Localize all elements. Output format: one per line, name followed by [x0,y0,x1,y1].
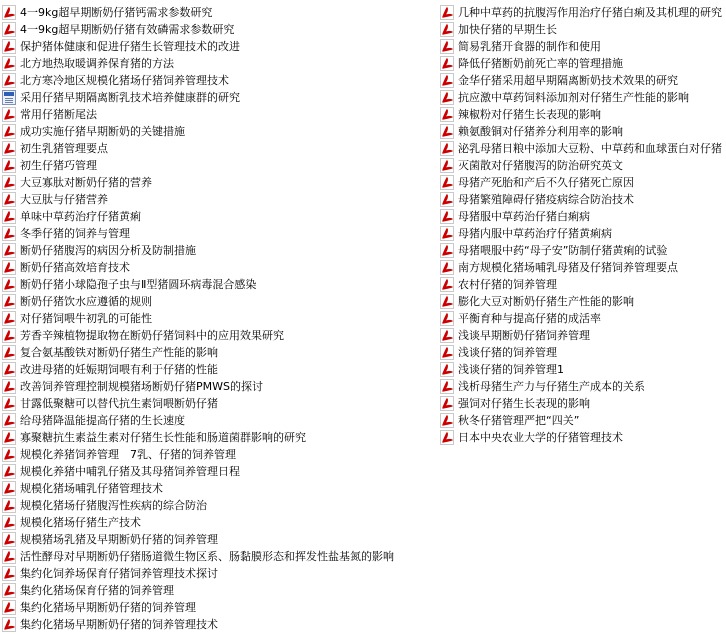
pdf-file-icon [2,566,16,581]
file-item[interactable] [2,21,438,38]
word-document-icon [2,90,16,105]
file-column-right [440,4,726,446]
pdf-file-icon [440,379,454,394]
file-item[interactable] [2,293,438,310]
pdf-file-icon [2,396,16,411]
file-item[interactable] [2,429,438,446]
file-name-label: 膨化大豆对断奶仔猪生产性能的影响 [458,295,634,308]
pdf-file-icon [440,362,454,377]
file-item[interactable] [2,208,438,225]
file-name-label: 断奶仔猪饮水应遵循的规则 [20,295,152,308]
pdf-file-icon [2,498,16,513]
pdf-file-icon [2,243,16,258]
file-item[interactable] [2,361,438,378]
file-name-label: 母猪喂服中药“母子安”防制仔猪黄痢的试验 [458,244,668,257]
file-item[interactable] [440,225,726,242]
file-name-label: 简易乳猪开食器的制作和使用 [458,40,601,53]
file-item[interactable] [440,157,726,174]
file-item[interactable] [440,140,726,157]
file-item[interactable] [2,344,438,361]
pdf-file-icon [2,294,16,309]
file-name-label: 农村仔猪的饲养管理 [458,278,557,291]
file-item[interactable] [2,497,438,514]
file-item[interactable] [2,4,438,21]
pdf-file-icon [2,413,16,428]
file-item[interactable] [2,191,438,208]
pdf-file-icon [2,5,16,20]
file-name-label: 采用仔猪早期隔离断乳技术培养健康群的研究 [20,91,240,104]
file-name-label: 南方规模化猪场哺乳母猪及仔猪饲养管理要点 [458,261,678,274]
pdf-file-icon [2,56,16,71]
file-name-label: 复合氨基酸铁对断奶仔猪生产性能的影响 [20,346,218,359]
file-name-label: 母猪繁殖障碍仔猪疫病综合防治技术 [458,193,634,206]
pdf-file-icon [440,175,454,190]
file-name-label: 规模化猪场仔猪腹泻性疾病的综合防治 [20,499,207,512]
file-item[interactable] [440,242,726,259]
file-item[interactable] [440,38,726,55]
pdf-file-icon [440,396,454,411]
file-name-label: 初生仔猪巧管理 [20,159,97,172]
file-name-label: 母猪产死胎和产后不久仔猪死亡原因 [458,176,634,189]
file-item[interactable] [2,72,438,89]
pdf-file-icon [2,617,16,632]
file-name-label: 母猪服中草药治仔猪白痢病 [458,210,590,223]
file-name-label: 对仔猪饲喂牛初乳的可能性 [20,312,152,325]
file-item[interactable] [2,599,438,616]
file-name-label: 大豆肽与仔猪营养 [20,193,108,206]
pdf-file-icon [440,328,454,343]
file-name-label: 规模化养猪中哺乳仔猪及其母猪饲养管理日程 [20,465,240,478]
pdf-file-icon [2,549,16,564]
pdf-file-icon [440,209,454,224]
file-name-label: 保护猪体健康和促进仔猪生长管理技术的改进 [20,40,240,53]
file-item[interactable] [440,412,726,429]
pdf-file-icon [440,192,454,207]
file-item[interactable] [2,106,438,123]
pdf-file-icon [2,345,16,360]
pdf-file-icon [2,600,16,615]
file-item[interactable] [440,378,726,395]
pdf-file-icon [2,39,16,54]
file-name-label: 浅析母猪生产力与仔猪生产成本的关系 [458,380,645,393]
pdf-file-icon [2,515,16,530]
file-name-label: 泌乳母猪日粮中添加大豆粉、中草药和血球蛋白对仔猪 [458,142,722,155]
file-item[interactable] [2,395,438,412]
file-item[interactable] [2,378,438,395]
file-item[interactable] [2,616,438,633]
file-name-label: 强饲对仔猪生长表现的影响 [458,397,590,410]
file-item[interactable] [440,89,726,106]
pdf-file-icon [440,56,454,71]
file-item[interactable] [440,327,726,344]
pdf-file-icon [2,124,16,139]
pdf-file-icon [440,124,454,139]
file-name-label: 灭菌散对仔猪腹泻的防治研究英文 [458,159,623,172]
file-name-label: 北方地热取暖调养保育猪的方法 [20,57,174,70]
file-item[interactable] [2,242,438,259]
pdf-file-icon [2,532,16,547]
file-column-left [2,4,438,633]
file-item[interactable] [2,174,438,191]
pdf-file-icon [2,192,16,207]
file-name-label: 活性酵母对早期断奶仔猪肠道微生物区系、肠黏膜形态和挥发性盐基氮的影响 [20,550,394,563]
file-item[interactable] [2,157,438,174]
file-item[interactable] [440,344,726,361]
pdf-file-icon [2,379,16,394]
file-name-label: 4一9kg超早期断奶仔猪有效磷需求参数研究 [20,23,235,36]
pdf-file-icon [2,158,16,173]
file-name-label: 规模化猪场仔猪生产技术 [20,516,141,529]
file-item[interactable] [440,4,726,21]
pdf-file-icon [440,158,454,173]
pdf-file-icon [2,107,16,122]
file-name-label: 芳香辛辣植物提取物在断奶仔猪饲料中的应用效果研究 [20,329,284,342]
file-item[interactable] [2,89,438,106]
pdf-file-icon [2,328,16,343]
file-name-label: 浅谈早期断奶仔猪饲养管理 [458,329,590,342]
pdf-file-icon [2,141,16,156]
file-name-label: 母猪内服中草药治疗仔猪黄痢病 [458,227,612,240]
pdf-file-icon [2,226,16,241]
pdf-file-icon [2,73,16,88]
file-name-label: 4一9kg超早期断奶仔猪钙需求参数研究 [20,6,213,19]
file-name-label: 断奶仔猪腹泻的病因分析及防制措施 [20,244,196,257]
file-name-label: 北方寒冷地区规模化猪场仔猪饲养管理技术 [20,74,229,87]
file-item[interactable] [2,123,438,140]
file-name-label: 断奶仔猪小球隐孢子虫与Ⅱ型猪圆环病毒混合感染 [20,278,257,291]
file-item[interactable] [2,514,438,531]
pdf-file-icon [440,413,454,428]
pdf-file-icon [440,5,454,20]
file-name-label: 辣椒粉对仔猪生长表现的影响 [458,108,601,121]
pdf-file-icon [440,311,454,326]
pdf-file-icon [440,345,454,360]
pdf-file-icon [2,311,16,326]
file-name-label: 浅谈仔猪的饲养管理1 [458,363,564,376]
file-item[interactable] [2,310,438,327]
file-item[interactable] [2,276,438,293]
file-item[interactable] [2,548,438,565]
file-item[interactable] [440,55,726,72]
pdf-file-icon [440,260,454,275]
file-name-label: 集约化猪场保育仔猪的饲养管理 [20,584,174,597]
pdf-file-icon [2,175,16,190]
file-item[interactable] [440,191,726,208]
file-name-label: 寡聚糖抗生素益生素对仔猪生长性能和肠道菌群影响的研究 [20,431,306,444]
pdf-file-icon [440,141,454,156]
pdf-file-icon [2,22,16,37]
file-item[interactable] [2,582,438,599]
file-item[interactable] [440,208,726,225]
file-name-label: 集约化猪场早期断奶仔猪的饲养管理技术 [20,618,218,631]
file-item[interactable] [440,106,726,123]
pdf-file-icon [2,209,16,224]
file-item[interactable] [2,565,438,582]
file-item[interactable] [440,395,726,412]
file-item[interactable] [440,174,726,191]
file-item[interactable] [440,259,726,276]
file-item[interactable] [2,531,438,548]
file-item[interactable] [440,310,726,327]
file-item[interactable] [440,276,726,293]
file-item[interactable] [440,21,726,38]
file-item[interactable] [2,225,438,242]
pdf-file-icon [440,39,454,54]
file-name-label: 几种中草药的抗腹泻作用治疗仔猪白痢及其机理的研究 [458,6,722,19]
file-name-label: 甘露低聚糖可以替代抗生素饲喂断奶仔猪 [20,397,218,410]
file-name-label: 断奶仔猪高效培育技术 [20,261,130,274]
pdf-file-icon [2,277,16,292]
pdf-file-icon [440,22,454,37]
pdf-file-icon [440,226,454,241]
file-item[interactable] [440,123,726,140]
file-item[interactable] [2,38,438,55]
file-name-label: 日本中央农业大学的仔猪管理技术 [458,431,623,444]
file-item[interactable] [440,293,726,310]
pdf-file-icon [440,243,454,258]
file-item[interactable] [440,361,726,378]
file-name-label: 集约化饲养场保育仔猪饲养管理技术探讨 [20,567,218,580]
file-name-label: 平衡育种与提高仔猪的成活率 [458,312,601,325]
file-name-label: 规模化养猪饲养管理 7乳、仔猪的饲养管理 [20,448,236,461]
pdf-file-icon [2,583,16,598]
file-item[interactable] [440,72,726,89]
file-name-label: 赖氨酸铜对仔猪养分利用率的影响 [458,125,623,138]
pdf-file-icon [440,294,454,309]
file-name-label: 浅谈仔猪的饲养管理 [458,346,557,359]
pdf-file-icon [2,481,16,496]
file-name-label: 成功实施仔猪早期断奶的关键措施 [20,125,185,138]
file-item[interactable] [2,259,438,276]
file-name-label: 常用仔猪断尾法 [20,108,97,121]
pdf-file-icon [2,260,16,275]
pdf-file-icon [440,277,454,292]
file-name-label: 抗应激中草药饲料添加剂对仔猪生产性能的影响 [458,91,689,104]
pdf-file-icon [440,107,454,122]
file-name-label: 改进母猪的妊娠期饲喂有利于仔猪的性能 [20,363,218,376]
pdf-file-icon [440,73,454,88]
pdf-file-icon [440,430,454,445]
pdf-file-icon [2,430,16,445]
file-name-label: 规模化猪场哺乳仔猪管理技术 [20,482,163,495]
pdf-file-icon [440,90,454,105]
file-name-label: 初生乳猪管理要点 [20,142,108,155]
file-item[interactable] [2,55,438,72]
file-name-label: 金华仔猪采用超早期隔离断奶技术效果的研究 [458,74,678,87]
file-name-label: 给母猪降温能提高仔猪的生长速度 [20,414,185,427]
file-item[interactable] [2,140,438,157]
file-name-label: 规模猪场乳猪及早期断奶仔猪的饲养管理 [20,533,218,546]
file-name-label: 大豆寡肽对断奶仔猪的营养 [20,176,152,189]
file-item[interactable] [2,327,438,344]
file-name-label: 改善饲养管理控制规模猪场断奶仔猪PMWS的探讨 [20,380,263,393]
file-name-label: 单味中草药治疗仔猪黄痢 [20,210,141,223]
file-name-label: 降低仔猪断奶前死亡率的管理措施 [458,57,623,70]
file-item[interactable] [2,446,438,463]
file-item[interactable] [2,463,438,480]
file-item[interactable] [440,429,726,446]
file-name-label: 集约化猪场早期断奶仔猪的饲养管理 [20,601,196,614]
file-item[interactable] [2,480,438,497]
file-name-label: 冬季仔猪的饲养与管理 [20,227,130,240]
file-name-label: 秋冬仔猪管理严把“四关” [458,414,580,427]
file-name-label: 加快仔猪的早期生长 [458,23,557,36]
pdf-file-icon [2,362,16,377]
pdf-file-icon [2,447,16,462]
pdf-file-icon [2,464,16,479]
file-item[interactable] [2,412,438,429]
